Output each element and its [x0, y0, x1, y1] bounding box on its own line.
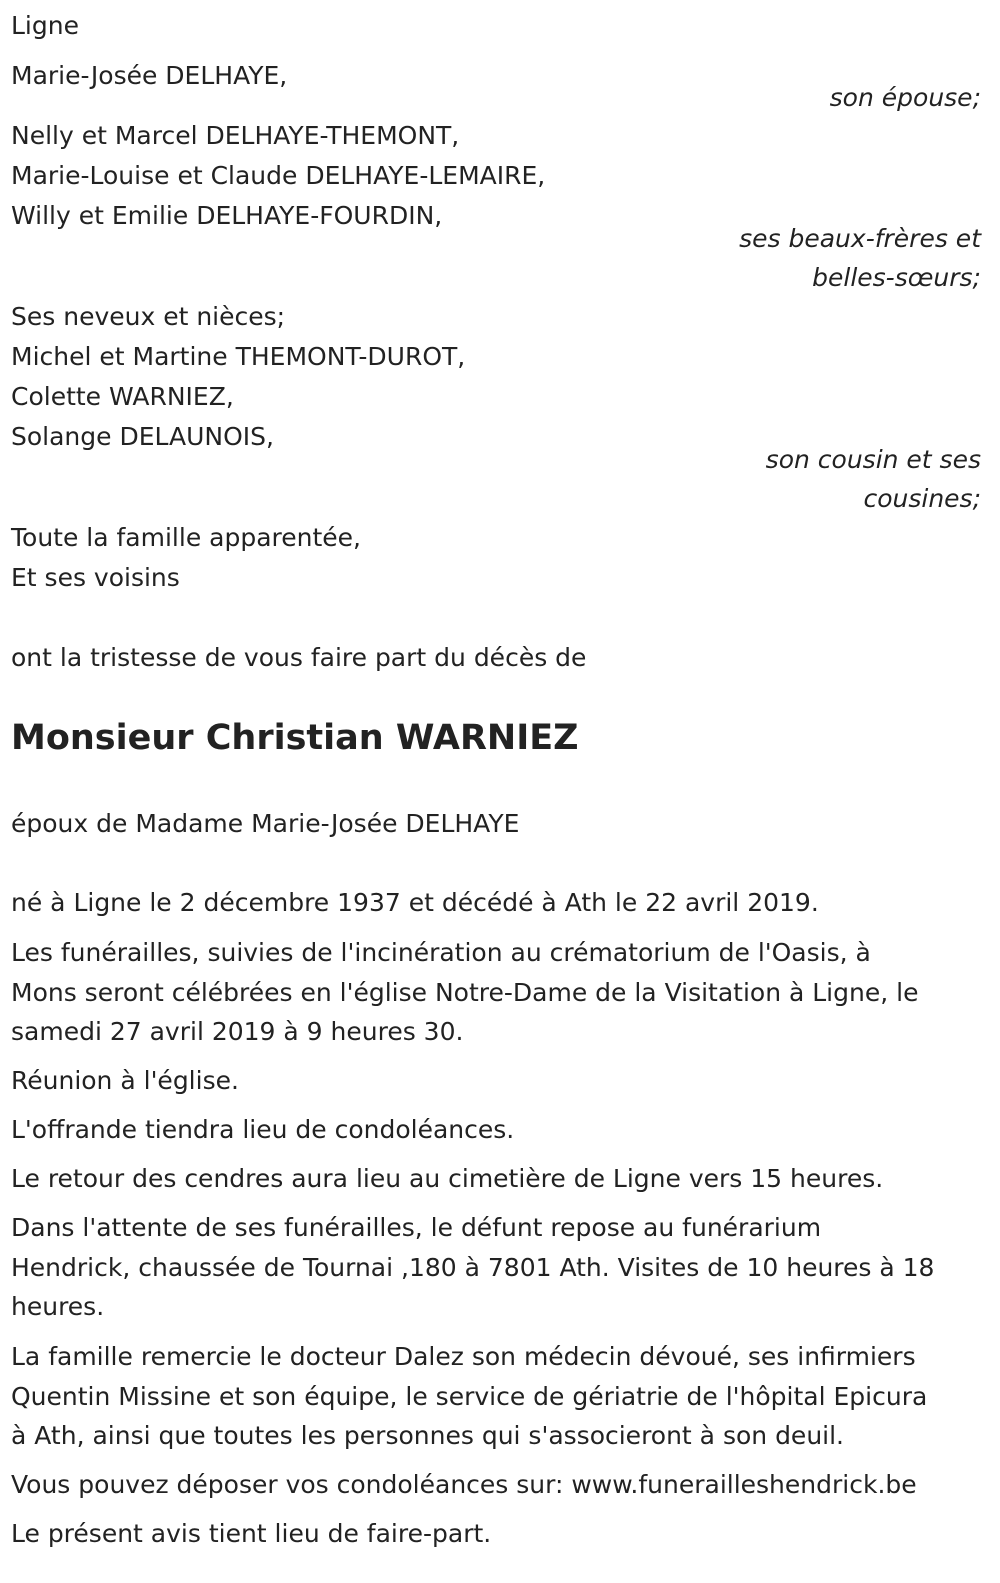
spouse-of: époux de Madame Marie-Josée DELHAYE: [11, 809, 520, 838]
thanks-text: Quentin Missine et son équipe, le service de gériatrie de l'hôpital Epicura: [11, 1382, 928, 1411]
cousin-name: Solange DELAUNOIS,: [11, 422, 274, 451]
funerarium-text: Dans l'attente de ses funérailles, le défunt repose au funérarium: [11, 1213, 822, 1242]
spouse-name: Marie-Josée DELHAYE,: [11, 61, 288, 90]
place-heading: Ligne: [11, 11, 79, 40]
deceased-name: Monsieur Christian WARNIEZ: [11, 718, 579, 758]
funeral-text: Mons seront célébrées en l'église Notre-Dame de la Visitation à Ligne, le: [11, 978, 919, 1007]
in-laws-role: ses beaux-frères et: [739, 224, 981, 253]
thanks-text: La famille remercie le docteur Dalez son médecin dévoué, ses infirmiers: [11, 1342, 916, 1371]
funerarium-text: heures.: [11, 1292, 105, 1321]
in-law-name: Marie-Louise et Claude DELHAYE-LEMAIRE,: [11, 161, 546, 190]
birth-death: né à Ligne le 2 décembre 1937 et décédé à Ath le 22 avril 2019.: [11, 888, 819, 917]
cousins-role: son cousin et ses: [765, 445, 981, 474]
family-line: Toute la famille apparentée,: [11, 523, 361, 552]
cousin-name: Michel et Martine THEMONT-DUROT,: [11, 342, 466, 371]
condolences-text: Vous pouvez déposer vos condoléances sur: www.funerailleshendrick.be: [11, 1470, 917, 1499]
neighbors-line: Et ses voisins: [11, 563, 180, 592]
offering-text: L'offrande tiendra lieu de condoléances.: [11, 1115, 515, 1144]
thanks-text: à Ath, ainsi que toutes les personnes qui s'associeront à son deuil.: [11, 1421, 844, 1450]
in-laws-role: belles-sœurs;: [812, 263, 981, 292]
ashes-text: Le retour des cendres aura lieu au cimetière de Ligne vers 15 heures.: [11, 1164, 884, 1193]
meeting-text: Réunion à l'église.: [11, 1066, 239, 1095]
nephews-line: Ses neveux et nièces;: [11, 302, 286, 331]
in-law-name: Willy et Emilie DELHAYE-FOURDIN,: [11, 201, 443, 230]
announcement: ont la tristesse de vous faire part du décès de: [11, 643, 587, 672]
funerarium-text: Hendrick, chaussée de Tournai ,180 à 7801 Ath. Visites de 10 heures à 18: [11, 1253, 935, 1282]
notice-text: Le présent avis tient lieu de faire-part.: [11, 1519, 492, 1548]
cousins-role: cousines;: [863, 484, 981, 513]
cousin-name: Colette WARNIEZ,: [11, 382, 234, 411]
funeral-text: Les funérailles, suivies de l'incinération au crématorium de l'Oasis, à: [11, 938, 871, 967]
spouse-role: son épouse;: [829, 83, 981, 112]
funeral-text: samedi 27 avril 2019 à 9 heures 30.: [11, 1017, 464, 1046]
in-law-name: Nelly et Marcel DELHAYE-THEMONT,: [11, 121, 460, 150]
